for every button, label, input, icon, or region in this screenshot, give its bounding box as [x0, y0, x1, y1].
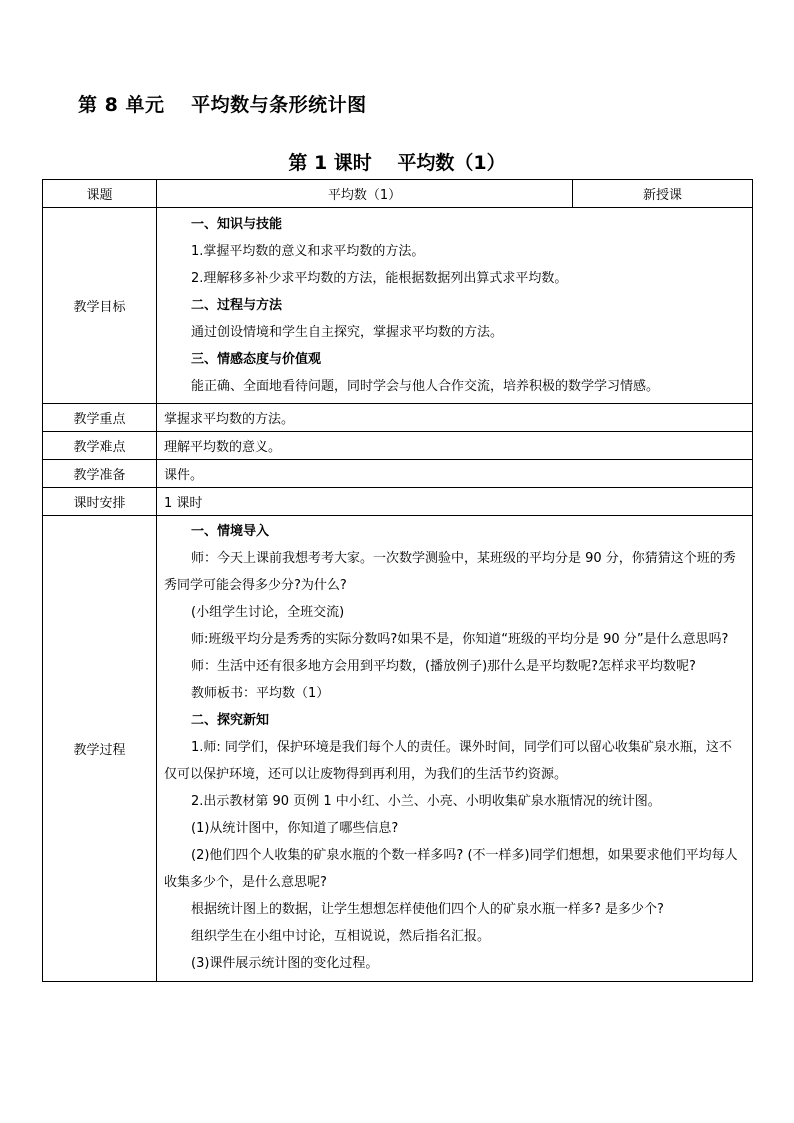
- objective-line: 1.掌握平均数的意义和求平均数的方法。: [191, 244, 425, 259]
- preparation-row: [43, 460, 753, 488]
- schedule-row: [43, 488, 753, 516]
- unit-title: 第 8 单元 平均数与条形统计图: [78, 94, 367, 116]
- lesson-type-value: 新授课: [573, 180, 753, 208]
- objectives-row: [43, 208, 753, 404]
- process-paragraph: (1)从统计图中，你知道了哪些信息?: [191, 821, 399, 836]
- process-paragraph: 师：今天上课前我想考考大家。一次数学测验中，某班级的平均分是 90 分，你猜猜这个班的秀秀同学可能会得多少分?为什么?: [164, 551, 736, 593]
- process-paragraph: 根据统计图上的数据，让学生想想怎样使他们四个人的矿泉水瓶一样多? 是多少个?: [191, 902, 664, 917]
- difficulties-value: 理解平均数的意义。: [157, 432, 753, 460]
- objective-line: 2.理解移多补少求平均数的方法，能根据数据列出算式求平均数。: [191, 271, 568, 286]
- preparation-value: 课件。: [157, 460, 753, 488]
- objectives-label: 教学目标: [43, 208, 157, 404]
- process-paragraph: (小组学生讨论，全班交流): [191, 605, 345, 620]
- key-points-value: 掌握求平均数的方法。: [157, 404, 753, 432]
- process-paragraph: 师:班级平均分是秀秀的实际分数吗?如果不是，你知道“班级的平均分是 90 分”是什么意思吗?: [191, 632, 729, 647]
- key-points-row: [43, 404, 753, 432]
- process-heading: 二、探究新知: [191, 713, 270, 728]
- lesson-plan-table: [42, 179, 753, 982]
- process-label: 教学过程: [43, 516, 157, 982]
- difficulties-row: [43, 432, 753, 460]
- process-paragraph: 教师板书：平均数（1）: [191, 686, 330, 701]
- process-cell: [157, 516, 753, 982]
- process-heading: 一、情境导入: [191, 524, 270, 539]
- process-paragraph: 师：生活中还有很多地方会用到平均数，(播放例子)那什么是平均数呢?怎样求平均数呢?: [191, 659, 696, 674]
- topic-value: 平均数（1）: [157, 180, 573, 208]
- objective-heading: 一、知识与技能: [191, 217, 283, 232]
- process-paragraph: 1.师: 同学们，保护环境是我们每个人的责任。课外时间，同学们可以留心收集矿泉水瓶，这不仅可以保护环境，还可以让废物得到再利用，为我们的生活节约资源。: [164, 740, 732, 782]
- difficulties-label: 教学难点: [43, 432, 157, 460]
- topic-row: [43, 180, 753, 208]
- process-paragraph: (2)他们四个人收集的矿泉水瓶的个数一样多吗? (不一样多)同学们想想，如果要求他们平均每人收集多少个，是什么意思呢?: [164, 848, 738, 890]
- objective-line: 通过创设情境和学生自主探究，掌握求平均数的方法。: [191, 325, 504, 340]
- process-paragraph: 2.出示教材第 90 页例 1 中小红、小兰、小亮、小明收集矿泉水瓶情况的统计图。: [191, 794, 661, 809]
- schedule-label: 课时安排: [43, 488, 157, 516]
- process-row: [43, 516, 753, 982]
- schedule-value: 1 课时: [157, 488, 753, 516]
- objective-line: 能正确、全面地看待问题，同时学会与他人合作交流，培养积极的数学学习情感。: [191, 379, 660, 394]
- process-paragraph: 组织学生在小组中讨论，互相说说，然后指名汇报。: [191, 929, 491, 944]
- lesson-title: 第 1 课时 平均数（1）: [288, 152, 506, 174]
- objective-heading: 二、过程与方法: [191, 298, 283, 313]
- objectives-cell: [157, 208, 753, 404]
- topic-label: 课题: [43, 180, 157, 208]
- objective-heading: 三、情感态度与价值观: [191, 352, 322, 367]
- process-paragraph: (3)课件展示统计图的变化过程。: [191, 956, 379, 971]
- key-points-label: 教学重点: [43, 404, 157, 432]
- preparation-label: 教学准备: [43, 460, 157, 488]
